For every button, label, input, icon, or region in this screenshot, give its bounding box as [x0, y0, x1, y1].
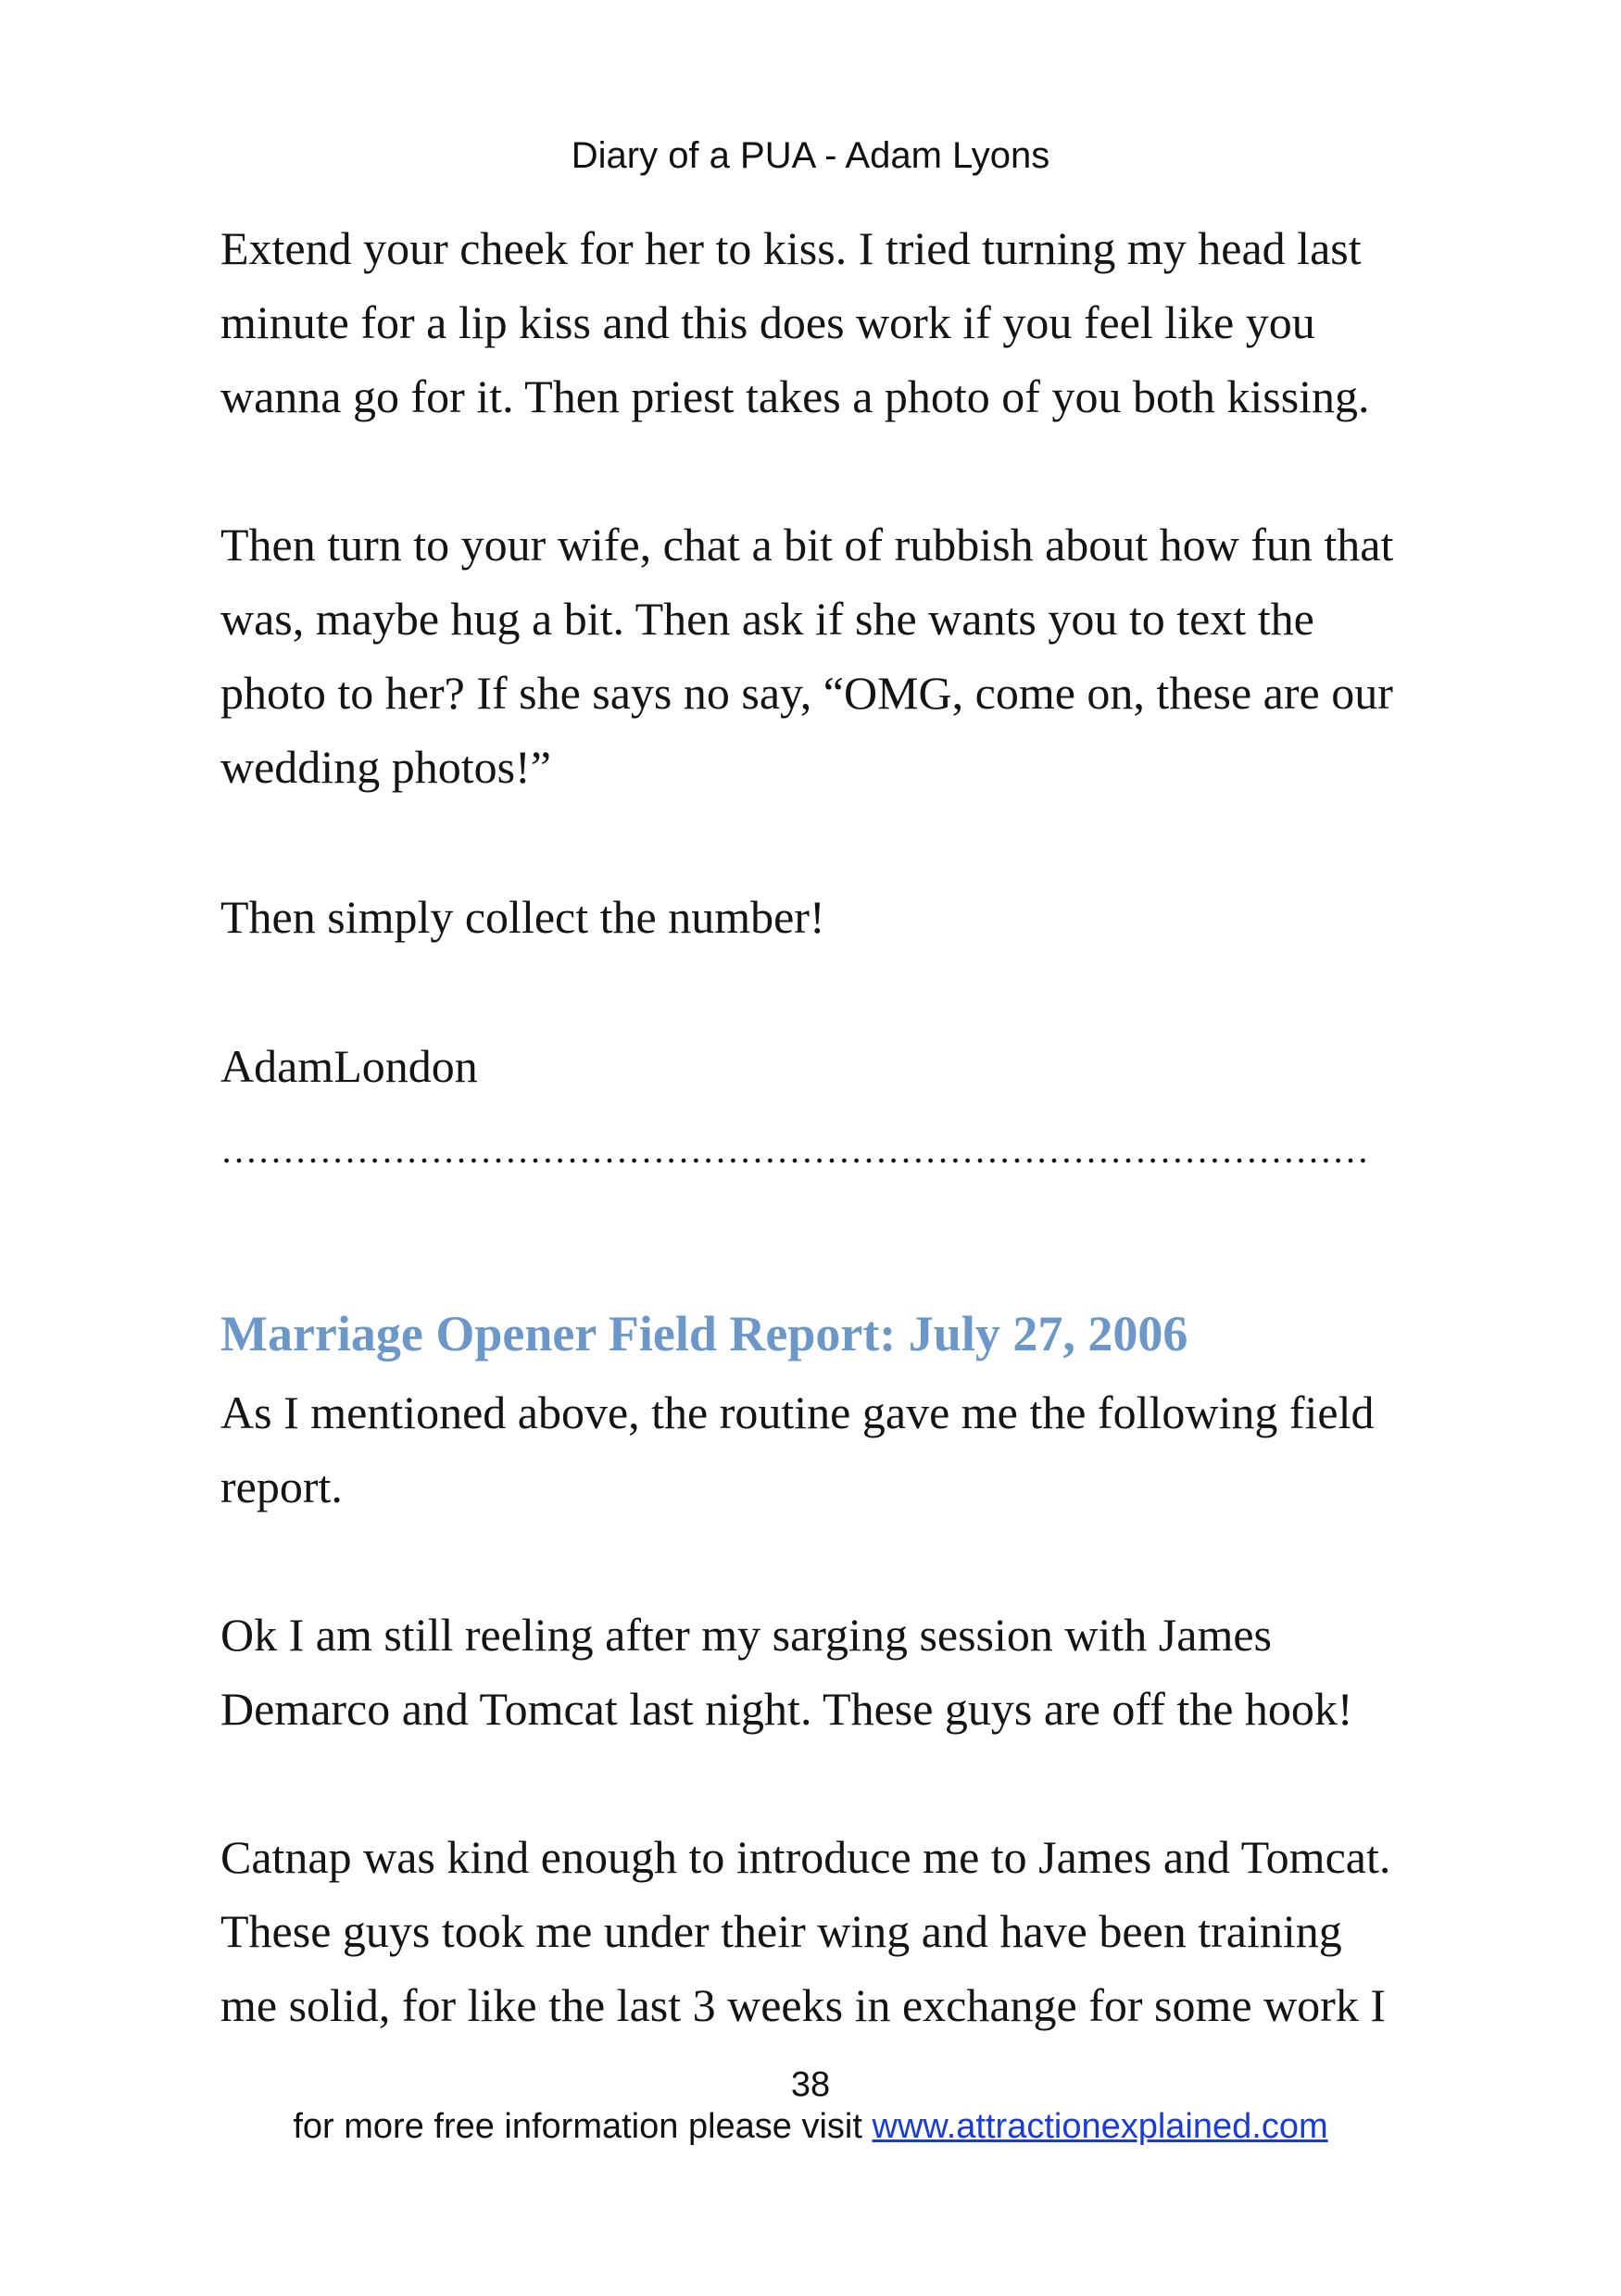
footer-link[interactable]: www.attractionexplained.com [872, 2107, 1328, 2146]
text-line: Then turn to your wife, chat a bit of rubbish about how fun that [220, 519, 1394, 571]
text-line: Demarco and Tomcat last night. These guys are off the hook! [220, 1683, 1353, 1735]
text-line: wedding photos!” [220, 741, 551, 793]
text-line: Extend your cheek for her to kiss. I tried turning my head last [220, 222, 1362, 274]
text-line: Then simply collect the number! [220, 891, 825, 943]
page-number: 38 [790, 2065, 831, 2104]
text-line: These guys took me under their wing and have been training [220, 1905, 1342, 1957]
text-line: As I mentioned above, the routine gave me the following field [220, 1386, 1375, 1438]
text-line: AdamLondon [220, 1040, 478, 1092]
section-heading: Marriage Opener Field Report: July 27, 2006 [220, 1306, 1188, 1361]
text-line: Ok I am still reeling after my sarging session with James [220, 1609, 1272, 1661]
text-line: wanna go for it. Then priest takes a photo of you both kissing. [220, 370, 1370, 422]
text-line: was, maybe hug a bit. Then ask if she wants you to text the [220, 593, 1314, 645]
dotted-separator: ………………………………………………………………………………… [220, 1129, 1369, 1171]
text-line: me solid, for like the last 3 weeks in exchange for some work I [220, 1979, 1386, 2031]
text-line: Catnap was kind enough to introduce me to James and Tomcat. [220, 1831, 1391, 1883]
text-line: photo to her? If she says no say, “OMG, come on, these are our [220, 667, 1393, 719]
text-line: report. [220, 1461, 343, 1512]
text-line: minute for a lip kiss and this does work if you feel like you [220, 296, 1315, 348]
running-header: Diary of a PUA - Adam Lyons [571, 135, 1050, 176]
footer [0, 2109, 1621, 2144]
footer-text: for more free information please visit [293, 2107, 873, 2146]
